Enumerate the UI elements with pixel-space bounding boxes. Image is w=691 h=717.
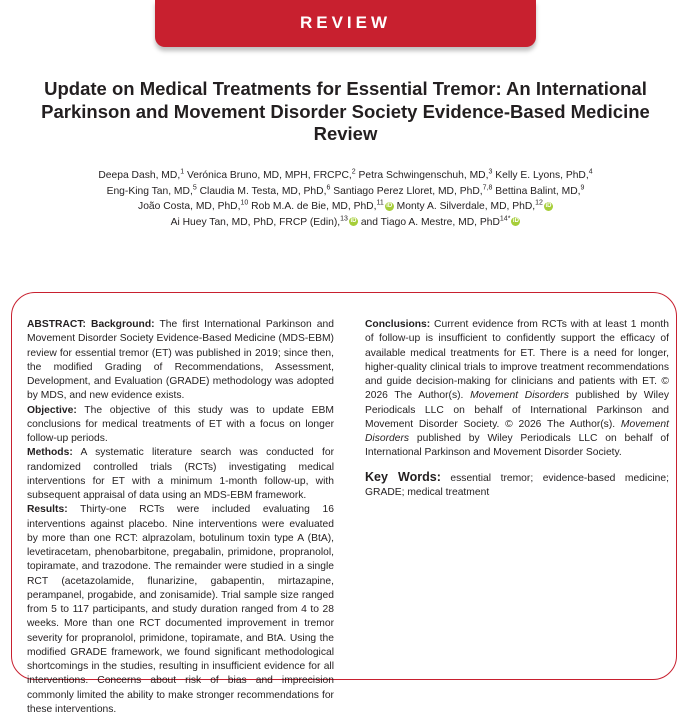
author-name: Ai Huey Tan, MD, PhD, FRCP (Edin),	[170, 216, 341, 228]
objective-text: The objective of this study was to update EBM conclusions for medical treatments of ET with a focus on longer follow-up periods.	[27, 404, 334, 444]
author-name: Rob M.A. de Bie, MD, PhD,	[251, 201, 377, 212]
orcid-icon[interactable]: iD	[350, 218, 357, 225]
affiliation-marker: 6	[326, 184, 331, 192]
conclusions-label: Conclusions:	[365, 319, 431, 330]
affiliation-marker: 3	[488, 168, 493, 176]
keywords-text: essential tremor; evidence-based medicine; GRADE; medical treatment	[365, 472, 669, 498]
orcid-icon[interactable]: iD	[386, 202, 393, 209]
author-name: Eng-King Tan, MD,	[106, 185, 193, 197]
review-banner: REVIEW	[155, 0, 536, 47]
copyright-text: © 2026 The Author(s).	[365, 376, 669, 402]
background-label: Background:	[91, 319, 155, 330]
methods-text: A systematic literature search was conducted for randomized controlled trials (RCTs) investigating medical interventions for ET with a minimum 1-month follow-up, with subsequent appraisal of data using an MDS-EBM framework.	[27, 447, 334, 501]
affiliation-marker: 14*	[499, 215, 511, 223]
copyright-text: published by Wiley Periodicals LLC on behalf of International Parkinson and Movement Disorder Society.	[365, 433, 669, 459]
abstract-background	[27, 318, 334, 404]
journal-name: Movement Disorders	[470, 390, 569, 402]
author-name: Kelly E. Lyons, PhD,	[495, 170, 589, 181]
affiliation-marker: 10	[240, 199, 249, 207]
objective-label: Objective:	[27, 404, 77, 416]
author-name: Santiago Perez Lloret, MD, PhD,	[333, 185, 483, 197]
author-name: Verónica Bruno, MD, MPH, FRCPC,	[186, 170, 352, 181]
author-name: and Tiago A. Mestre, MD, PhD	[360, 216, 500, 228]
author-name: Deepa Dash, MD,	[98, 170, 181, 181]
abstract-right-column	[365, 318, 669, 500]
affiliation-marker: 4	[588, 168, 593, 176]
affiliation-marker: 9	[580, 184, 585, 192]
affiliation-marker: 13	[340, 215, 348, 223]
keywords-label: Key Words:	[365, 469, 441, 484]
orcid-icon[interactable]: iD	[545, 202, 552, 209]
journal-name: Movement Disorders	[365, 418, 669, 444]
author-name: Claudia M. Testa, MD, PhD,	[199, 185, 327, 197]
abstract-methods	[27, 446, 334, 503]
background-text: The first International Parkinson and Movement Disorder Society Evidence-Based Medicine (MDS-EBM) review for essential tremor (ET) was published in 2019; since then, the modified Grading of Recommendations, Assessment, Development, and Evaluation (GRADE) methodology was adopted by MDS, and new evidence exists.	[27, 319, 334, 402]
author-name: João Costa, MD, PhD,	[138, 201, 241, 212]
copyright-text: © 2026 The Author(s).	[505, 418, 616, 430]
abstract-objective	[27, 404, 334, 447]
abstract-conclusions	[365, 318, 669, 461]
affiliation-marker: 2	[351, 168, 356, 176]
author-name: Monty A. Silverdale, MD, PhD,	[396, 201, 536, 212]
affiliation-marker: 1	[180, 168, 185, 176]
affiliation-marker: 11	[376, 199, 384, 207]
results-text: Thirty-one RCTs were included evaluating 16 interventions against placebo. Nine interventions were evaluated by more than one RCT: alprazolam, botulinum toxin type A (BtA), levetiracetam, phenobarbitone, pregabalin, primidone, propranolol, topiramate, and trazodone. The remainder were studied in a single RCT (acetazolamide, flunarizine, gabapentin, mirtazapine, perampanel, progabide, and zonisamide). Trial sample size ranged from 5 to 117 participants, and study duration ranged from 4 to 28 weeks. More than one RCT documented improvement in tremor severity for propranolol, primidone, topiramate, and BtA. Using the modified GRADE framework, we found significant methodological shortcomings in the studies, resulting in insufficient evidence for all interventions. Concerns about risk of bias and imprecision commonly limited the ability to make stronger recommendations for these interventions.	[27, 504, 334, 715]
affiliation-marker: 12	[535, 199, 543, 207]
author-name: Petra Schwingenschuh, MD,	[358, 170, 489, 181]
methods-label: Methods:	[27, 447, 73, 459]
conclusions-text: Current evidence from RCTs with at least 1 month of follow-up is insufficient to confidently support the efficacy of available medical treatments for ET. There is a need for longer, higher-quality clinical trials to improve treatment recommendations and guide decision-making for clinicians and patients with ET.	[365, 319, 669, 387]
abstract-left-column	[27, 318, 334, 717]
affiliation-marker: 5	[192, 184, 197, 192]
author-name: Bettina Balint, MD,	[495, 185, 581, 197]
copyright-text: published by Wiley Periodicals LLC on behalf of International Parkinson and Movement Disorder Society.	[365, 390, 669, 430]
abstract-label: ABSTRACT:	[27, 319, 86, 330]
affiliation-marker: 7,8	[482, 184, 493, 192]
keywords	[365, 470, 669, 501]
orcid-icon[interactable]: iD	[512, 218, 519, 225]
results-label: Results:	[27, 504, 68, 516]
abstract-results	[27, 503, 334, 717]
author-list	[30, 168, 661, 230]
article-title: Update on Medical Treatments for Essential Tremor: An International Parkinson and Movement Disorder Society Evidence-Based Medicine Review	[41, 78, 650, 144]
